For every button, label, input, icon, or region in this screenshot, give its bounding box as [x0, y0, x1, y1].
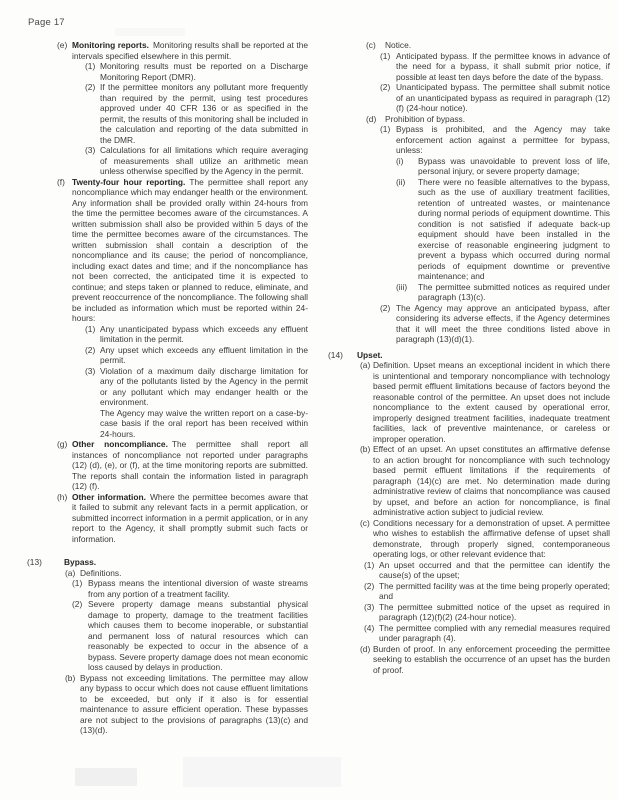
doc-item-2	[27, 599, 308, 673]
item-body	[100, 61, 308, 82]
item-body	[100, 324, 308, 345]
item-body	[100, 408, 308, 440]
item-text: Bypass means the intentional diversion of waste streams from any portion of a treatment facility.	[88, 578, 308, 599]
item-body	[373, 518, 610, 560]
item-label: (e)	[57, 40, 68, 50]
item-body	[357, 350, 610, 361]
item-label: (1)	[380, 124, 391, 134]
item-text: The Agency may waive the written report on a case-by-case basis if the oral report has been received within 24-hours.	[100, 407, 308, 439]
item-body	[88, 578, 308, 599]
doc-item-13	[27, 557, 308, 568]
item-text: Bypass was unavoidable to prevent loss of life, personal injury, or severe property damage;	[418, 155, 610, 176]
item-body	[418, 282, 610, 303]
item-body	[72, 439, 308, 492]
item-label: (ii)	[396, 176, 406, 187]
item-text: Conditions necessary for a demonstration of upset. A permittee who wishes to establish the affirmative defense of upset shall demonstrate, through properly signed, contemporaneous operating logs, or other relevant evidence that:	[373, 517, 610, 559]
doc-item-4	[318, 623, 610, 644]
item-label: (f)	[57, 176, 65, 187]
item-body	[379, 581, 610, 602]
item-label: (1)	[85, 61, 96, 71]
item-text: Violation of a maximum daily discharge limitation for any of the pollutants listed by the Agency in the permit or any pollutant which may endanger health or the environment.	[100, 365, 308, 407]
doc-item-ii	[318, 177, 610, 282]
item-body	[373, 360, 610, 444]
item-label: (1)	[380, 50, 391, 61]
doc-item-1	[27, 578, 308, 599]
item-label: (3)	[85, 365, 96, 376]
item-body	[72, 40, 308, 61]
item-body	[100, 145, 308, 177]
doc-item-1	[318, 51, 610, 83]
item-text: Where the permittee becomes aware that it failed to submit any relevant facts in a permit application, or submitted incorrect information in a permit application, or in any report to the Agency, it shall promptly submit such facts or information.	[72, 491, 308, 544]
item-label: (2)	[85, 82, 96, 92]
item-body	[72, 177, 308, 324]
item-label: (c)	[366, 40, 376, 50]
item-body	[100, 82, 308, 145]
scan-artifact	[115, 28, 185, 36]
item-text: Any upset which exceeds any effluent limitation in the permit.	[100, 344, 308, 365]
item-label: (1)	[85, 323, 96, 334]
item-body	[396, 82, 610, 114]
item-text: The permittee submitted notices as required under paragraph (13)(c).	[418, 281, 610, 302]
item-label: (3)	[85, 145, 96, 155]
item-text: The permittee shall report all instances of noncompliance not reported under paragraphs (12) (d), (e), or (f), at the time monitoring reports are submitted. The reports shall contain the information listed in paragraph (12) (f).	[72, 439, 308, 491]
item-label: (iii)	[396, 281, 408, 292]
item-label: (14)	[328, 349, 343, 360]
item-text: Effect of an upset. An upset constitutes an affirmative defense to an action brought for noncompliance with such technology based permit effluent limitations if the requirements of paragraph (14)(c) are met. No determination made during administrative review of claims that noncompliance was caused by upset, and before an action for noncompliance, is final administrative action subject to judicial review.	[373, 444, 610, 517]
item-text: Calculations for all limitations which require averaging of measurements shall utilize an arithmetic mean unless otherwise specified by the Agency in the permit.	[100, 145, 308, 176]
item-title: Upset.	[357, 349, 383, 360]
item-label: (3)	[364, 601, 375, 612]
item-body	[418, 177, 610, 282]
item-body	[88, 599, 308, 673]
doc-item-para	[27, 408, 308, 440]
item-text: Bypass is prohibited, and the Agency may take enforcement action against a permittee for bypass, unless:	[396, 124, 610, 155]
item-text: The Agency may approve an anticipated bypass, after considering its adverse effects, if the Agency determines that it will meet the three conditions listed above in paragraph (13)(d)(1).	[396, 302, 610, 344]
left-column	[27, 40, 308, 736]
item-label: (i)	[396, 155, 404, 166]
item-text: Monitoring results must be reported on a Discharge Monitoring Report (DMR).	[100, 61, 308, 82]
item-text: There were no feasible alternatives to the bypass, such as the use of auxiliary treatment facilities, retention of untreated wastes, or maintenance during normal periods of equipment downtime. This condition is not satisfied if adequate back-up equipment should have been installed in the exercise of reasonable engineering judgment to prevent a bypass which occurred during normal periods of equipment downtime or preventive maintenance; and	[418, 176, 610, 281]
doc-item-2	[318, 82, 610, 114]
item-text: Anticipated bypass. If the permittee knows in advance of the need for a bypass, it shall submit prior notice, if possible at least ten days before the date of the bypass.	[396, 50, 610, 82]
item-title: Monitoring reports.	[72, 40, 149, 50]
item-label: (c)	[360, 517, 370, 528]
doc-item-c	[318, 518, 610, 560]
item-body	[100, 345, 308, 366]
doc-item-1	[318, 560, 610, 581]
item-label: (1)	[72, 578, 83, 588]
item-text: Bypass not exceeding limitations. The permittee may allow any bypass to occur which does not cause effluent limitations to be exceeded, but only if it also is for essential maintenance to assure efficient operation. These bypasses are not subject to the provisions of paragraphs (13)(c) and (13)(d).	[80, 672, 308, 735]
item-body	[396, 303, 610, 345]
doc-item-3	[27, 366, 308, 408]
doc-item-e	[27, 40, 308, 61]
doc-item-i	[318, 156, 610, 177]
item-title: Other information.	[72, 491, 146, 502]
item-text: An upset occurred and that the permittee can identify the cause(s) of the upset;	[379, 559, 610, 580]
item-label: (4)	[364, 622, 375, 633]
item-label: (2)	[85, 344, 96, 355]
item-title: Other noncompliance.	[72, 439, 168, 449]
doc-item-a	[318, 360, 610, 444]
item-text: The permittee shall report any noncompliance which may endanger health or the environment. Any information shall be provided orally within 24-hours from the time the permittee becomes aware of the circumstances. A written submission shall also be provided within 5 days of the time the permittee becomes aware of the circumstances. The written submission shall contain a description of the noncompliance and its cause; the period of noncompliance, including exact dates and time; and if the noncompliance has not been corrected, the anticipated time it is expected to continue; and steps taken or planned to reduce, eliminate, and prevent reoccurrence of the noncompliance. The following shall be included as information which must be reported within 24-hours:	[72, 176, 308, 323]
doc-item-2	[318, 303, 610, 345]
item-text: Any unanticipated bypass which exceeds any effluent limitation in the permit.	[100, 323, 308, 344]
page-number: Page 17	[28, 17, 65, 28]
item-text: Severe property damage means substantial physical damage to property, damage to the treatment facilities which causes them to become inoperable, or substantial and permanent loss of natural resources which can reasonably be expected to occur in the absence of a bypass. Severe property damage does not mean economic loss caused by delays in production.	[88, 599, 308, 672]
item-body	[385, 114, 610, 125]
item-label: (b)	[65, 672, 76, 683]
item-label: (a)	[65, 567, 76, 578]
item-title: Bypass.	[64, 557, 97, 567]
doc-item-3	[27, 145, 308, 177]
item-body	[100, 366, 308, 408]
doc-item-d	[318, 114, 610, 125]
item-label: (2)	[380, 302, 391, 313]
doc-item-1	[318, 124, 610, 156]
item-text: The permitted facility was at the time being properly operated; and	[379, 580, 610, 601]
item-body	[379, 602, 610, 623]
item-text: If the permittee monitors any pollutant more frequently than required by the permit, using test procedures approved under 40 CFR 136 or as specified in the permit, the results of this monitoring shall be included in the calculation and reporting of the data submitted in the DMR.	[100, 82, 308, 145]
doc-item-g	[27, 439, 308, 492]
doc-item-1	[27, 61, 308, 82]
doc-item-1	[27, 324, 308, 345]
doc-item-14	[318, 350, 610, 361]
item-label: (b)	[360, 444, 371, 454]
item-label: (a)	[360, 360, 371, 370]
doc-item-f	[27, 177, 308, 324]
item-body	[80, 568, 308, 579]
item-body	[385, 40, 610, 51]
item-body	[80, 673, 308, 736]
doc-item-2	[27, 82, 308, 145]
item-label: (g)	[57, 439, 68, 449]
item-body	[72, 492, 308, 545]
item-text: Monitoring results shall be reported at the intervals specified elsewhere in this permit.	[72, 40, 309, 61]
doc-item-iii	[318, 282, 610, 303]
doc-item-c	[318, 40, 610, 51]
item-text: Prohibition of bypass.	[385, 113, 466, 124]
item-body	[396, 124, 610, 156]
doc-item-d	[318, 644, 610, 676]
item-text: The permittee submitted notice of the upset as required in paragraph (12)(f)(2) (24-hour notice).	[379, 601, 610, 622]
item-label: (1)	[364, 559, 375, 570]
item-text: Definitions.	[80, 567, 122, 578]
doc-item-h	[27, 492, 308, 545]
doc-item-b	[27, 673, 308, 736]
item-body	[396, 51, 610, 83]
item-text: Unanticipated bypass. The permittee shall submit notice of an unanticipated bypass as required in paragraph (12)(f) (24-hour notice).	[396, 82, 610, 113]
doc-item-b	[318, 444, 610, 518]
item-body	[64, 557, 308, 568]
item-label: (13)	[27, 557, 42, 567]
doc-item-2	[27, 345, 308, 366]
scan-artifact	[183, 757, 341, 787]
item-text: Definition. Upset means an exceptional incident in which there is unintentional and temporary noncompliance with technology based permit effluent limitations because of factors beyond the reasonable control of the permittee. An upset does not include noncompliance to the extent caused by operational error, improperly designed treatment facilities, inadequate treatment facilities, lack of preventive maintenance, or careless or improper operation.	[373, 360, 610, 444]
item-title: Twenty-four hour reporting.	[72, 176, 186, 187]
item-text: Notice.	[385, 40, 412, 50]
item-label: (h)	[57, 491, 68, 502]
right-column	[318, 40, 610, 675]
doc-item-2	[318, 581, 610, 602]
item-body	[379, 623, 610, 644]
doc-item-3	[318, 602, 610, 623]
item-label: (2)	[364, 580, 375, 591]
scan-artifact	[75, 768, 137, 786]
doc-item-a	[27, 568, 308, 579]
item-label: (d)	[366, 113, 377, 124]
item-body	[373, 444, 610, 518]
item-label: (2)	[72, 599, 83, 609]
item-body	[379, 560, 610, 581]
item-text: The permittee complied with any remedial measures required under paragraph (4).	[379, 622, 610, 643]
item-label: (d)	[360, 643, 371, 654]
item-body	[418, 156, 610, 177]
item-body	[373, 644, 610, 676]
item-label: (2)	[380, 82, 391, 92]
item-text: Burden of proof. In any enforcement proceeding the permittee seeking to establish the occurrence of an upset has the burden of proof.	[373, 643, 610, 675]
